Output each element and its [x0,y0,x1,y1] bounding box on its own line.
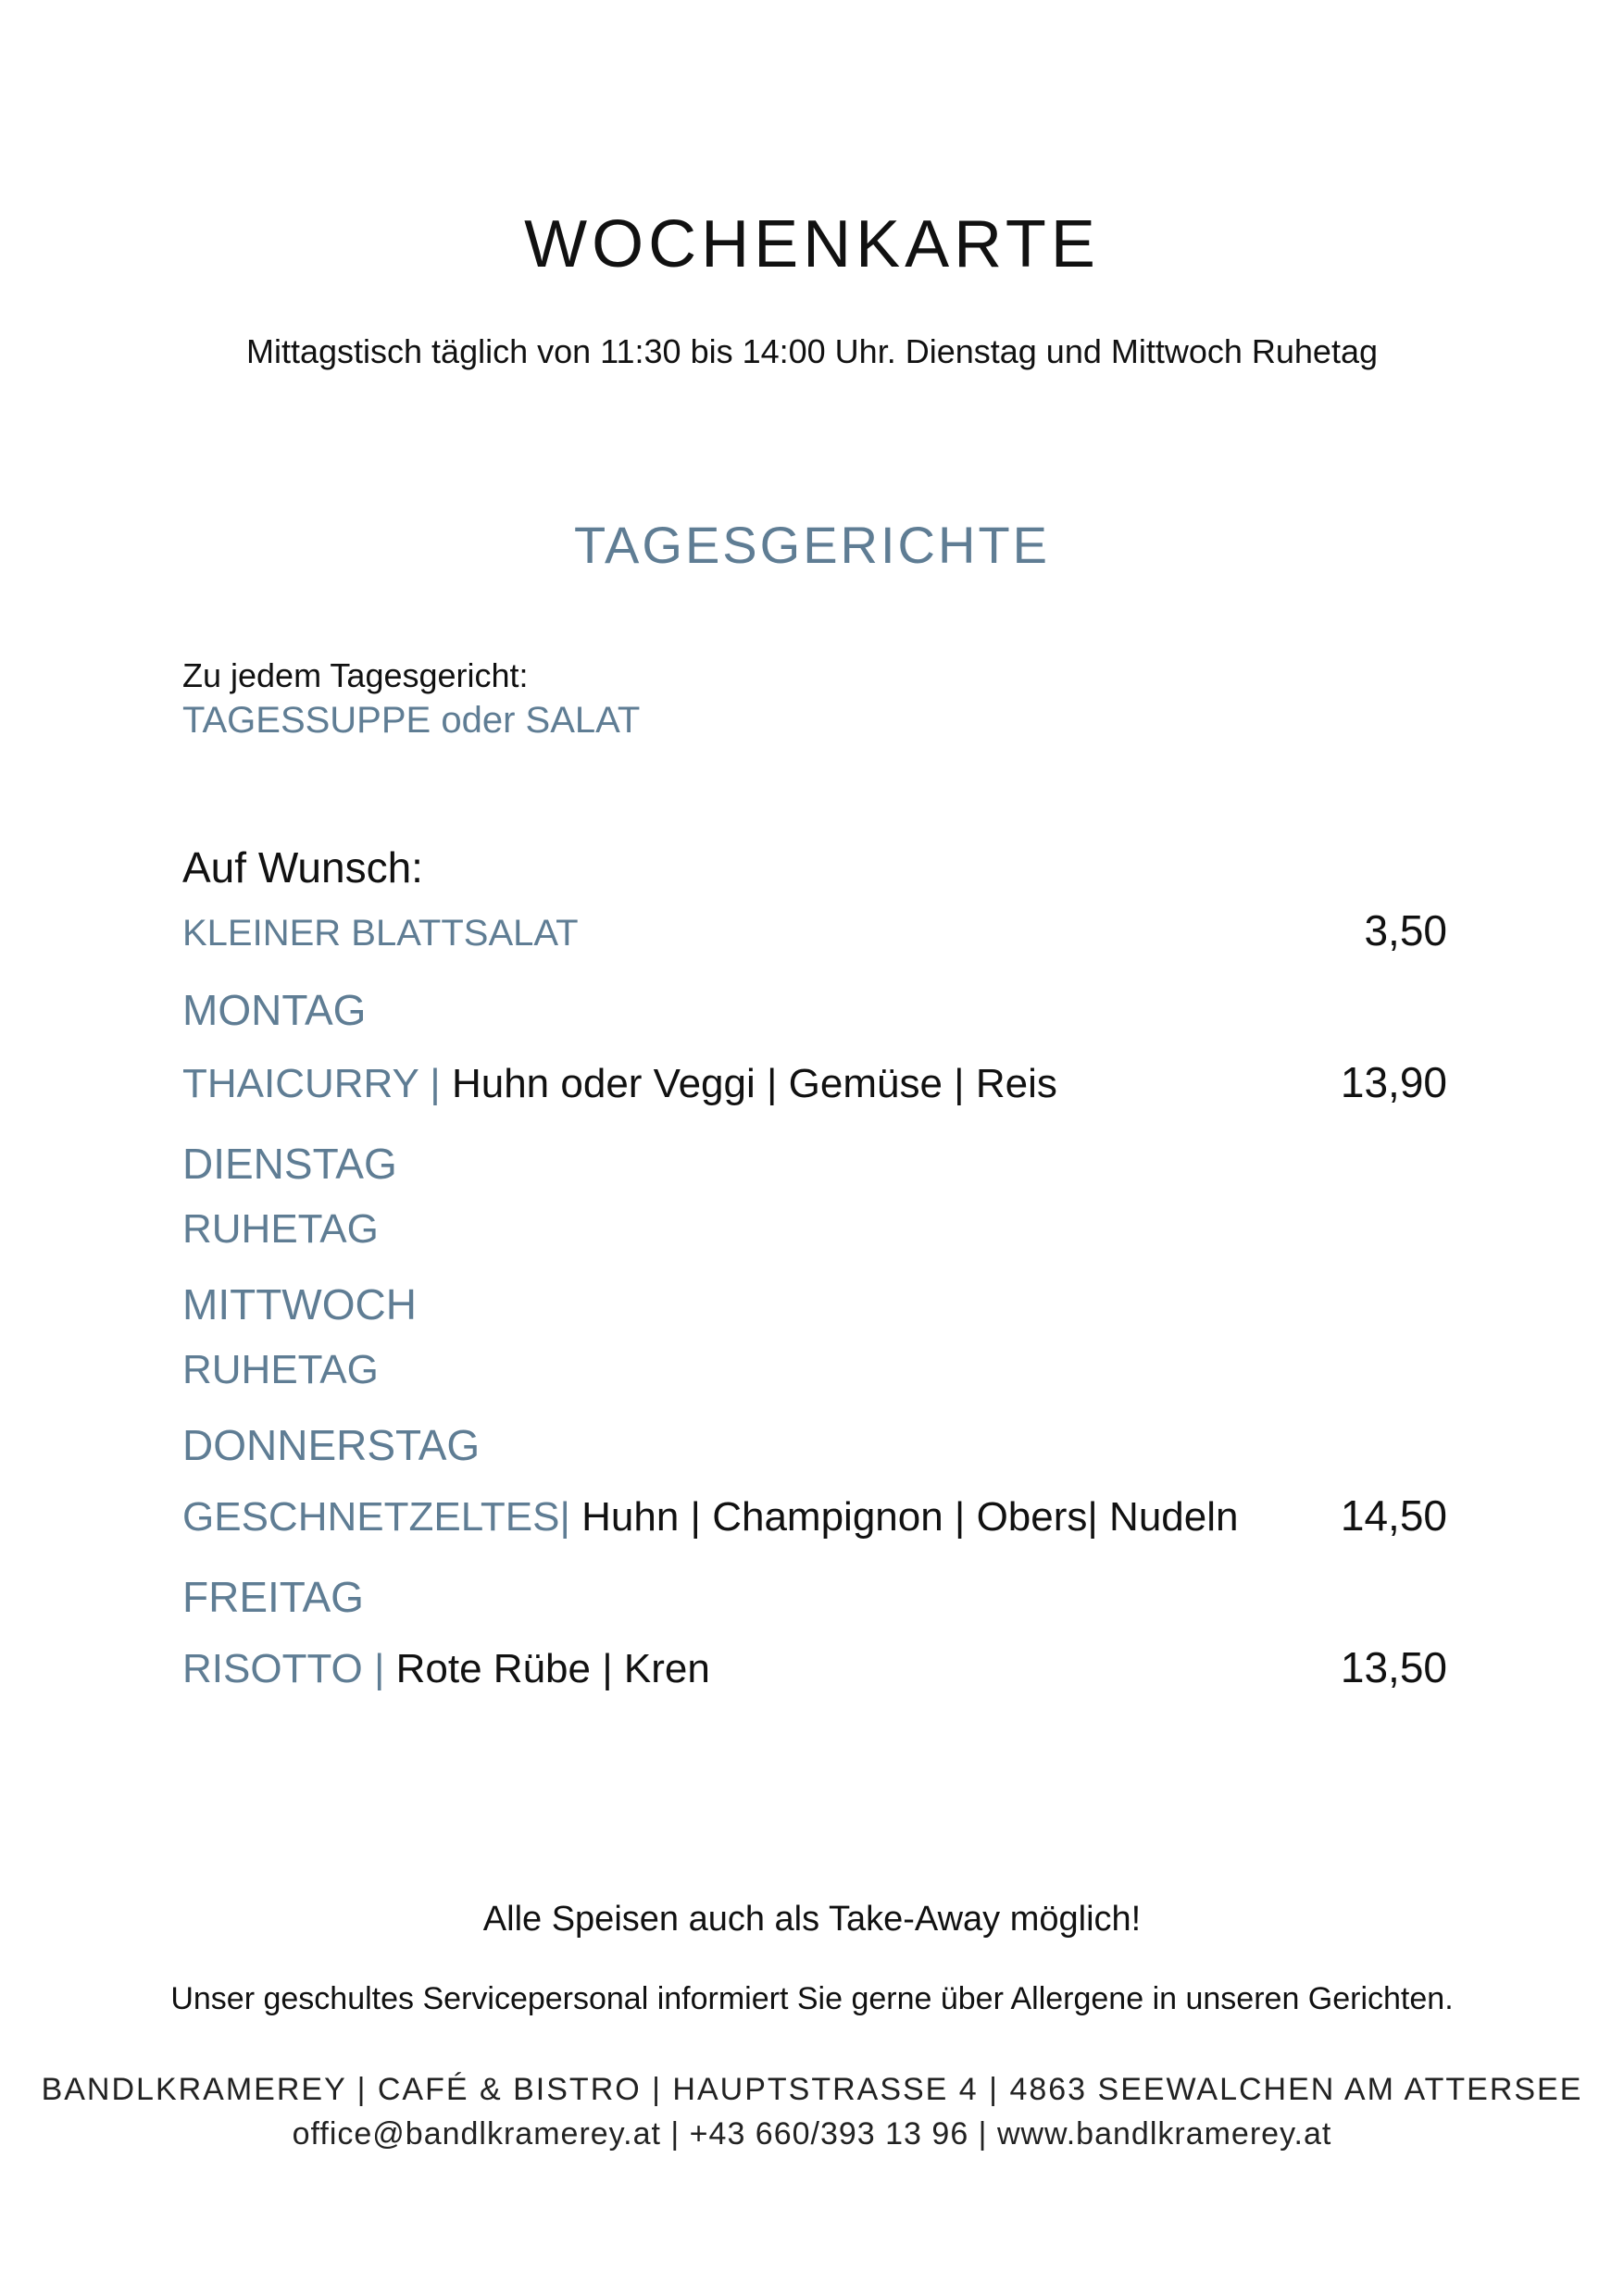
section-title: TAGESGERICHTE [573,516,1050,574]
menu-row-monday [182,1058,1447,1106]
day-tuesday: DIENSTAG [182,1140,397,1188]
dish-monday [182,1061,1057,1106]
menu-row-thursday [182,1491,1447,1540]
extra-item-price: 3,50 [1364,906,1447,954]
dish-thursday [182,1494,1239,1540]
extra-item-row [182,906,1447,954]
included-value: TAGESSUPPE oder SALAT [182,700,641,741]
day-monday: MONTAG [182,986,367,1034]
dish-details: Rote Rübe | Kren [395,1646,710,1691]
allergen-note: Unser geschultes Servicepersonal informiert Sie gerne über Allergene in unseren Gerichten. [170,1981,1454,2016]
dish-price: 13,90 [1340,1058,1447,1106]
page-title: WOCHENKARTE [524,207,1100,281]
dish-tuesday: RUHETAG [182,1206,379,1252]
contact-line: office@bandlkramerey.at | +43 660/393 13 96 | www.bandlkramerey.at [292,2116,1332,2152]
extra-item-name: KLEINER BLATTSALAT [182,913,579,954]
address-line: BANDLKRAMEREY | CAFÉ & BISTRO | HAUPTSTRASSE 4 | 4863 SEEWALCHEN AM ATTERSEE [41,2072,1583,2107]
dish-friday [182,1646,710,1691]
menu-row-friday [182,1643,1447,1691]
day-thursday: DONNERSTAG [182,1421,481,1469]
day-wednesday: MITTWOCH [182,1280,417,1328]
included-label: Zu jedem Tagesgericht: [182,656,529,694]
extras-label: Auf Wunsch: [182,843,423,892]
dish-price: 14,50 [1340,1491,1447,1540]
dish-name: THAICURRY | [182,1061,452,1106]
dish-name: RISOTTO | [182,1646,396,1691]
day-friday: FREITAG [182,1573,364,1621]
dish-details: Huhn | Champignon | Obers| Nudeln [581,1494,1239,1540]
dish-name: GESCHNETZELTES| [182,1494,582,1540]
dish-details: Huhn oder Veggi | Gemüse | Reis [451,1061,1057,1106]
takeaway-note: Alle Speisen auch als Take-Away möglich! [482,1900,1142,1939]
opening-hours-note: Mittagstisch täglich von 11:30 bis 14:00 Uhr. Dienstag und Mittwoch Ruhetag [245,332,1378,370]
dish-wednesday: RUHETAG [182,1347,379,1392]
dish-price: 13,50 [1340,1643,1447,1691]
